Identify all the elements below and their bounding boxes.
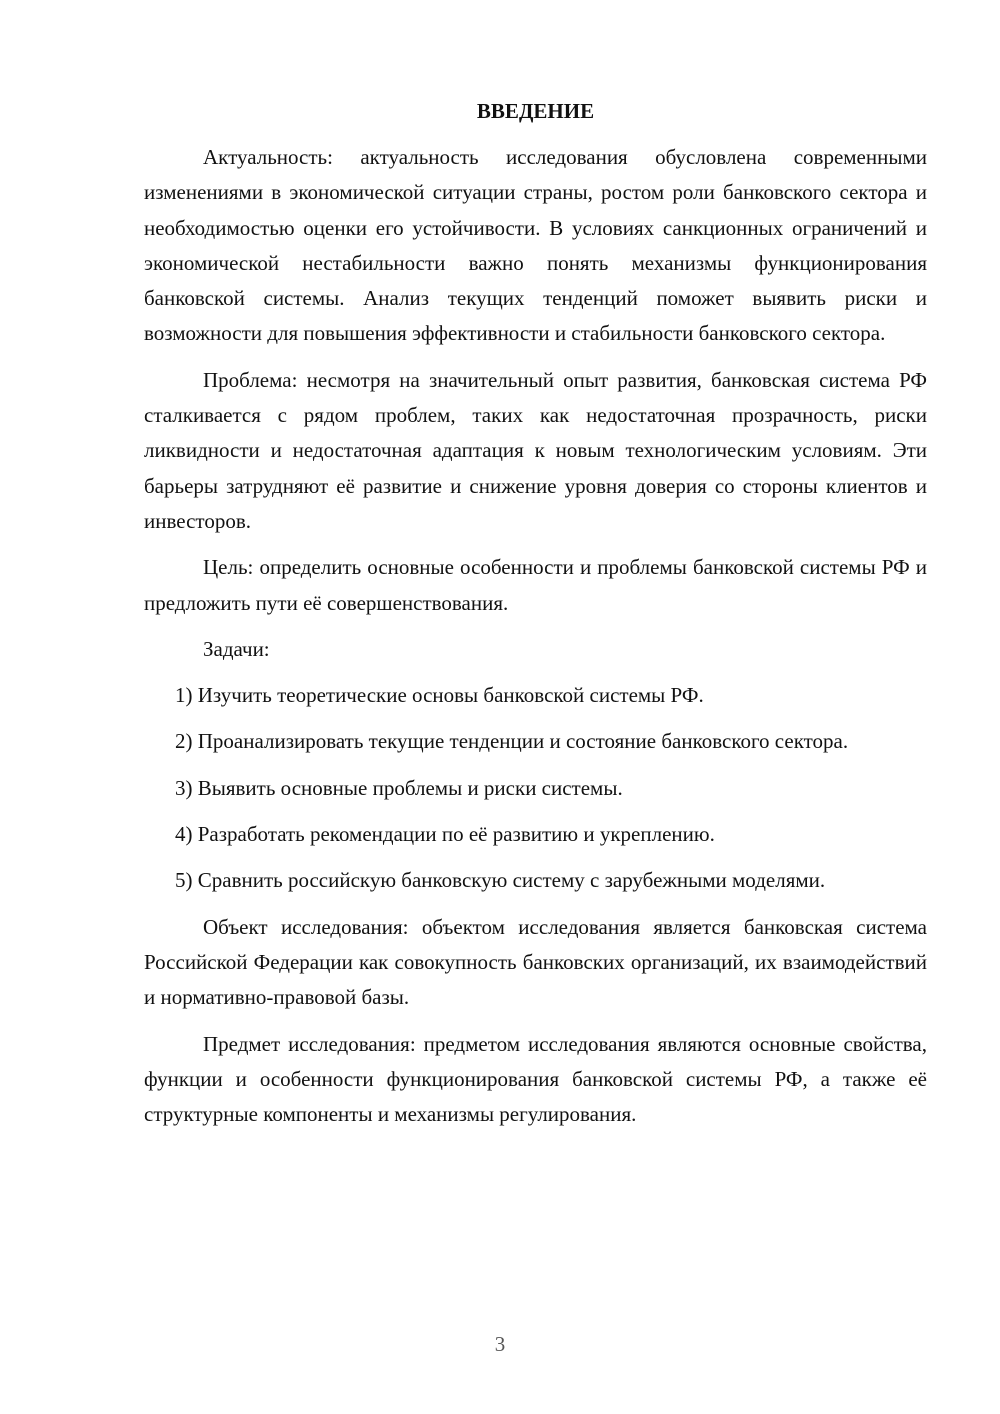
page-number: 3 <box>494 1332 506 1356</box>
task-item-1: 1) Изучить теоретические основы банковской системы РФ. <box>175 683 704 708</box>
goal-paragraph: Цель: определить основные особенности и проблемы банковской системы РФ и предложить пути её совершенствования. <box>144 555 927 615</box>
object-paragraph: Объект исследования: объектом исследования является банковская система Российской Федерации как совокупность банковских организаций, их взаимодействий и нормативно-правовой базы. <box>144 914 927 1010</box>
task-item-4: 4) Разработать рекомендации по её развитию и укреплению. <box>175 822 715 847</box>
page-content <box>144 94 927 1143</box>
task-item-5: 5) Сравнить российскую банковскую систему с зарубежными моделями. <box>175 868 826 893</box>
relevance-paragraph: Актуальность: актуальность исследования обусловлена современными изменениями в экономической ситуации страны, ростом роли банковского сектора и необходимостью оценки его устойчивости. В условиях санкционных ограничений и экономической нестабильности важно понять механизмы функционирования банковской системы. Анализ текущих тенденций поможет выявить риски и возможности для повышения эффективности и стабильности банковского сектора. <box>144 145 927 346</box>
task-item-2: 2) Проанализировать текущие тенденции и состояние банковского сектора. <box>175 729 849 754</box>
tasks-heading: Задачи: <box>203 636 270 661</box>
problem-paragraph: Проблема: несмотря на значительный опыт развития, банковская система РФ сталкивается с рядом проблем, таких как недостаточная прозрачность, риски ликвидности и недостаточная адаптация к новым технологическим условиям. Эти барьеры затрудняют её развитие и снижение уровня доверия со стороны клиентов и инвесторов. <box>144 367 927 533</box>
subject-paragraph: Предмет исследования: предметом исследования являются основные свойства, функции и особенности функционирования банковской системы РФ, а также её структурные компоненты и механизмы регулирования. <box>144 1031 927 1127</box>
task-item-3: 3) Выявить основные проблемы и риски системы. <box>175 775 623 800</box>
section-title: ВВЕДЕНИЕ <box>476 99 595 123</box>
